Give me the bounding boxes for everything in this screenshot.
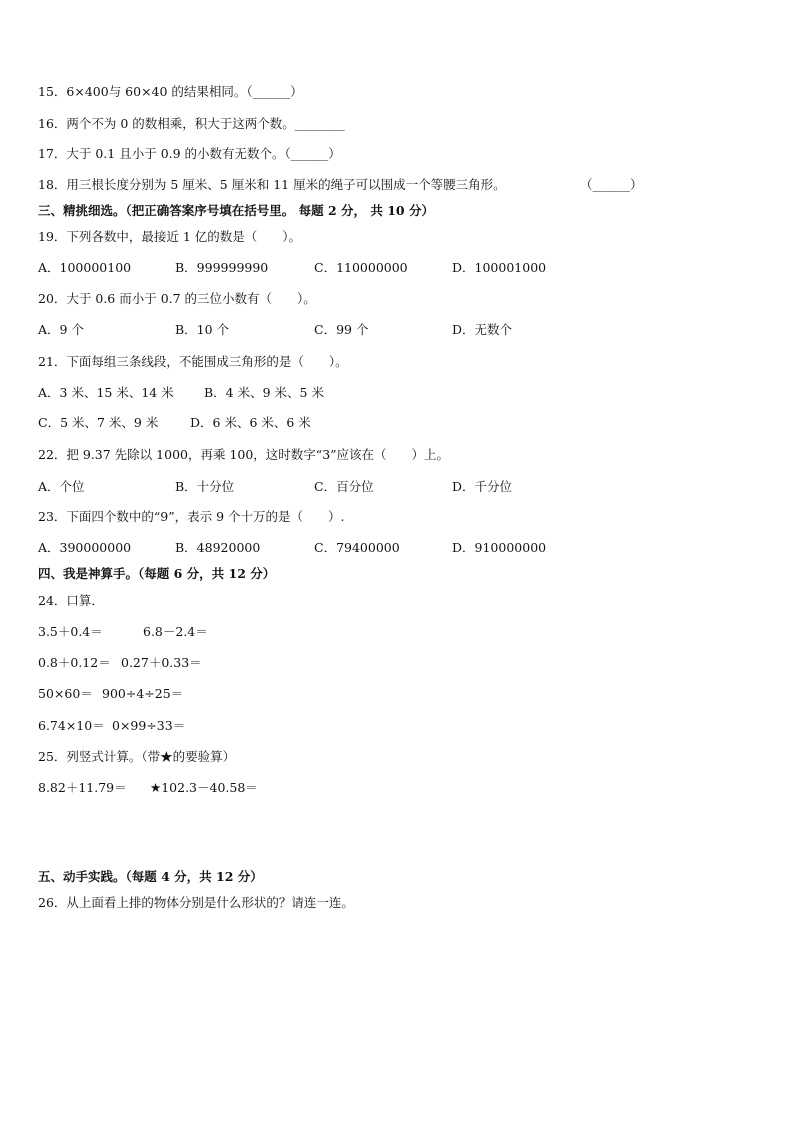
calc-item: 50×60＝ — [38, 686, 93, 701]
option-b: B．4 米、9 米、5 米 — [204, 385, 324, 400]
question-25: 25．列竖式计算。（带★的要验算） — [38, 749, 236, 764]
option-c: C．99 个 — [314, 322, 369, 337]
option-a: A．100000100 — [38, 260, 132, 275]
option-d: D．无数个 — [452, 322, 513, 337]
calc-item: 6.74×10＝ — [38, 718, 105, 733]
question-20: 20．大于 0.6 而小于 0.7 的三位小数有（ ）。 — [38, 291, 316, 306]
section-5-title: 五、动手实践。（每题 4 分，共 12 分） — [38, 869, 263, 884]
calc-item: 0.8＋0.12＝ — [38, 655, 111, 670]
calc-item: 3.5＋0.4＝ — [38, 624, 103, 639]
option-b: B．999999990 — [175, 260, 269, 275]
section-3-title: 三、精挑细选。（把正确答案序号填在括号里。 每题 2 分， 共 10 分） — [38, 203, 434, 218]
question-22: 22．把 9.37 先除以 1000，再乘 100，这时数字“3”应该在（ ）上。 — [38, 447, 450, 462]
vertical-calc-item: ★102.3－40.58＝ — [150, 780, 258, 795]
option-d: D．910000000 — [452, 540, 547, 555]
question-24: 24．口算． — [38, 593, 104, 608]
calc-item: 0.27＋0.33＝ — [121, 655, 202, 670]
question-15: 15．6×400与 60×40 的结果相同。（______） — [38, 84, 303, 99]
option-a: A．个位 — [38, 479, 85, 494]
option-a: A．390000000 — [38, 540, 132, 555]
question-19: 19．下列各数中，最接近 1 亿的数是（ ）。 — [38, 229, 302, 244]
option-a: A．9 个 — [38, 322, 84, 337]
option-b: B．10 个 — [175, 322, 230, 337]
vertical-calc-item: 8.82＋11.79＝ — [38, 780, 127, 795]
calc-item: 0×99÷33＝ — [112, 718, 186, 733]
option-c: C．5 米、7 米、9 米 — [38, 415, 159, 430]
option-b: B．48920000 — [175, 540, 261, 555]
calc-item: 6.8－2.4＝ — [143, 624, 208, 639]
option-d: D．6 米、6 米、6 米 — [190, 415, 311, 430]
section-4-title: 四、我是神算手。（每题 6 分，共 12 分） — [38, 566, 276, 581]
option-d: D．千分位 — [452, 479, 513, 494]
option-d: D．100001000 — [452, 260, 547, 275]
question-17: 17．大于 0.1 且小于 0.9 的小数有无数个。（______） — [38, 146, 341, 161]
question-18-answer-blank: （______） — [580, 177, 643, 192]
question-23: 23．下面四个数中的“9”，表示 9 个十万的是（ ）. — [38, 509, 345, 524]
question-18: 18．用三根长度分别为 5 厘米、5 厘米和 11 厘米的绳子可以围成一个等腰三角形。 — [38, 177, 506, 192]
calc-item: 900÷4÷25＝ — [102, 686, 184, 701]
option-c: C．110000000 — [314, 260, 408, 275]
question-26: 26．从上面看上排的物体分别是什么形状的？请连一连。 — [38, 895, 354, 910]
option-c: C．79400000 — [314, 540, 400, 555]
option-b: B．十分位 — [175, 479, 235, 494]
question-16: 16．两个不为 0 的数相乘，积大于这两个数。________ — [38, 116, 345, 131]
question-21: 21．下面每组三条线段，不能围成三角形的是（ ）。 — [38, 354, 348, 369]
option-a: A．3 米、15 米、14 米 — [38, 385, 174, 400]
option-c: C．百分位 — [314, 479, 374, 494]
